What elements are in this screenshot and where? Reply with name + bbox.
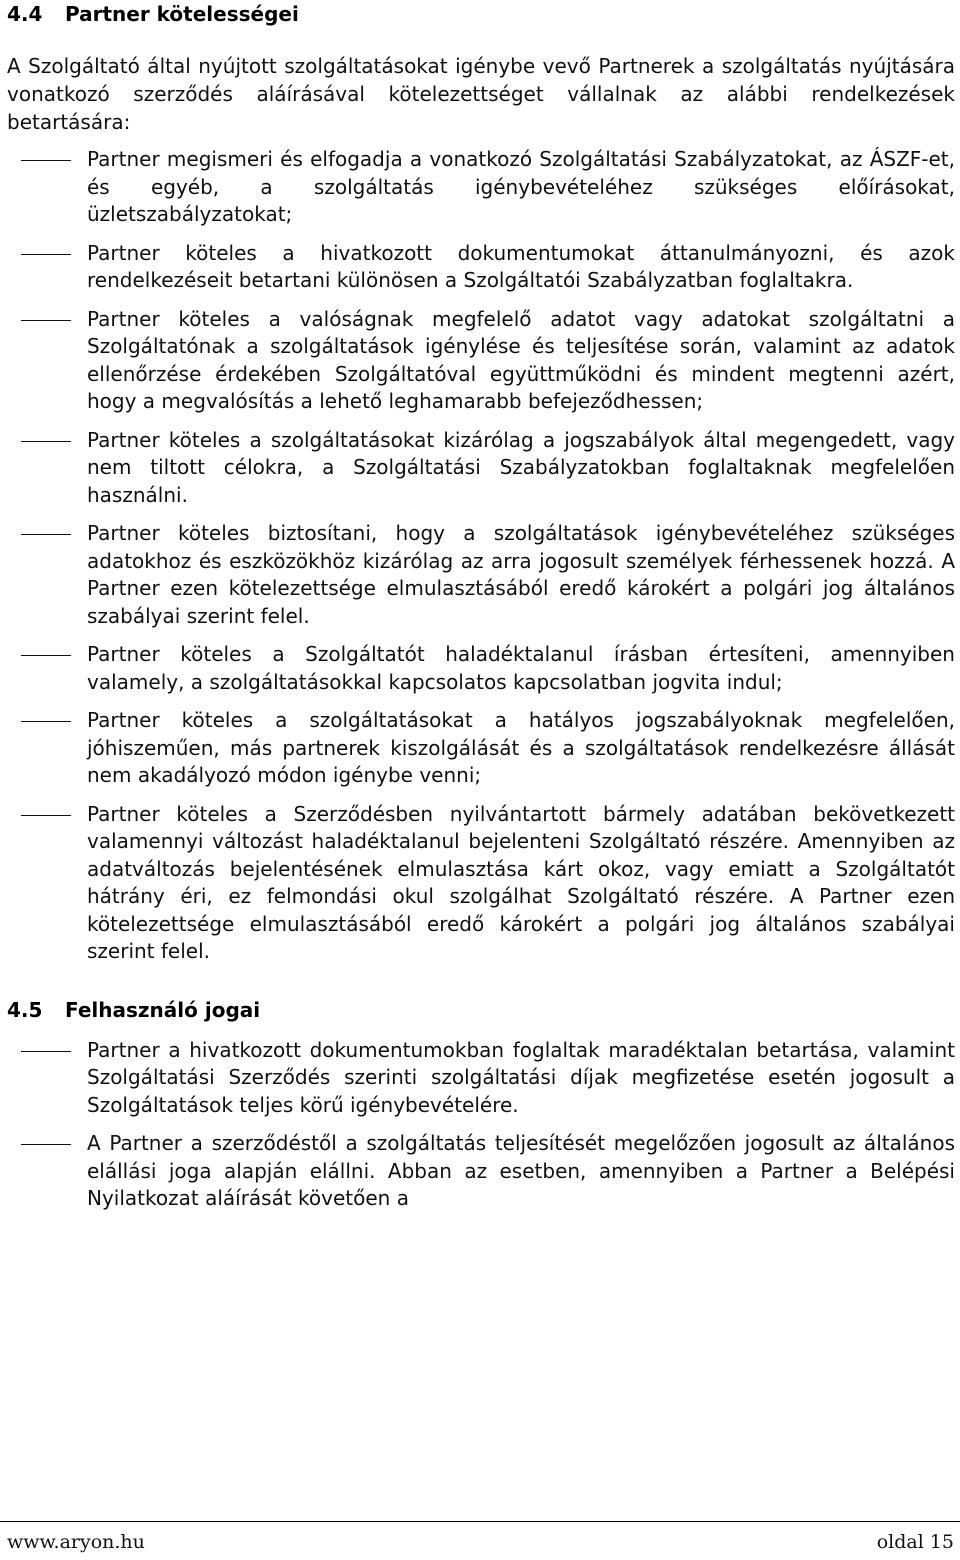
list-item-text: Partner megismeri és elfogadja a vonatkozó Szolgáltatási Szabályzatokat, az ÁSZF-et, és egyéb, a szolgáltatás igénybevételéhez szükséges előírásokat, üzletszabályzatokat; xyxy=(87,147,955,226)
dash-bullet-icon xyxy=(21,721,71,722)
rights-list xyxy=(7,1037,955,1213)
page-footer xyxy=(0,1521,960,1560)
list-item-text: Partner köteles a valóságnak megfelelő adatot vagy adatokat szolgáltatni a Szolgáltatónak a szolgáltatások igénylése és teljesítése során, valamint az adatok ellenőrzése érdekében Szolgáltatóval együttműködni és mindent megtenni azért, hogy a megvalósítás a lehető leghamarabb befejeződhessen; xyxy=(87,306,955,413)
dash-bullet-icon xyxy=(21,441,71,442)
footer-url[interactable]: www.aryon.hu xyxy=(7,1531,145,1553)
section-user-rights xyxy=(7,996,955,1213)
section-title: Felhasználó jogai xyxy=(65,997,261,1022)
list-item-text: Partner köteles a Szolgáltatót haladéktalanul írásban értesíteni, amennyiben valamely, a szolgáltatásokkal kapcsolatos kapcsolatban jogvita indul; xyxy=(87,642,955,694)
list-item-text: Partner köteles a szolgáltatásokat a hatályos jogszabályoknak megfelelően, jóhiszeműen, más partnerek kiszolgálását és a szolgáltatások rendelkezésre állását nem akadályozó módon igénybe venni; xyxy=(87,708,955,787)
dash-bullet-icon xyxy=(21,815,71,816)
section-partner-obligations xyxy=(7,0,955,966)
list-item-text: Partner köteles biztosítani, hogy a szolgáltatások igénybevételéhez szükséges adatokhoz és eszközökhöz kizárólag az arra jogosult személyek férhessenek hozzá. A Partner ezen kötelezettsége elmulasztásából eredő károkért a polgári jog általános szabályai szerint felel. xyxy=(87,521,955,628)
list-item xyxy=(7,427,955,510)
dash-bullet-icon xyxy=(21,1144,71,1145)
section-number: 4.5 xyxy=(7,997,43,1022)
list-item xyxy=(7,707,955,790)
page-number: oldal 15 xyxy=(876,1531,954,1553)
list-item-text: Partner a hivatkozott dokumentumokban foglaltak maradéktalan betartása, valamint Szolgáltatási Szerződés szerinti szolgáltatási díjak megfizetése esetén jogosult a Szolgáltatások teljes körű igénybevételére. xyxy=(87,1037,955,1117)
intro-paragraph: A Szolgáltató által nyújtott szolgáltatásokat igénybe vevő Partnerek a szolgáltatás nyújtására vonatkozó szerződés aláírásával kötelezettséget vállalnak az alábbi rendelkezések betartására: xyxy=(7,54,955,134)
list-item xyxy=(7,146,955,229)
section-heading xyxy=(7,0,955,28)
section-heading xyxy=(7,996,955,1024)
section-title: Partner kötelességei xyxy=(65,2,299,26)
section-number: 4.4 xyxy=(7,2,43,26)
list-item xyxy=(7,1037,955,1120)
dash-bullet-icon xyxy=(21,1051,71,1052)
dash-bullet-icon xyxy=(21,254,71,255)
obligations-list xyxy=(7,146,955,966)
list-item-text: Partner köteles a hivatkozott dokumentumokat áttanulmányozni, és azok rendelkezéseit betartani különösen a Szolgáltatói Szabályzatban foglaltakra. xyxy=(87,240,955,292)
dash-bullet-icon xyxy=(21,160,71,161)
list-item xyxy=(7,520,955,630)
dash-bullet-icon xyxy=(21,320,71,321)
list-item-text: Partner köteles a szolgáltatásokat kizárólag a jogszabályok által megengedett, vagy nem tiltott célokra, a Szolgáltatási Szabályzatokban foglaltaknak megfelelően használni. xyxy=(87,427,955,507)
list-item xyxy=(7,306,955,416)
list-item xyxy=(7,1130,955,1213)
list-item xyxy=(7,801,955,966)
list-item xyxy=(7,240,955,295)
document-page xyxy=(7,0,955,1224)
list-item-text: A Partner a szerződéstől a szolgáltatás teljesítését megelőzően jogosult az általános elállási joga alapján elállni. Abban az esetben, amennyiben a Partner a Belépési Nyilatkozat aláírását követően a xyxy=(87,1131,955,1210)
list-item-text: Partner köteles a Szerződésben nyilvántartott bármely adatában bekövetkezett valamennyi változást haladéktalanul bejelenteni Szolgáltató részére. Amennyiben az adatváltozás bejelentésének elmulasztása kárt okoz, vagy emiatt a Szolgáltatót hátrány éri, ez felmondási okul szolgálhat Szolgáltató részére. A Partner ezen kötelezettsége elmulasztásából eredő károkért a polgári jog általános szabályai szerint felel. xyxy=(87,801,955,963)
dash-bullet-icon xyxy=(21,534,71,535)
list-item xyxy=(7,641,955,696)
dash-bullet-icon xyxy=(21,655,71,656)
